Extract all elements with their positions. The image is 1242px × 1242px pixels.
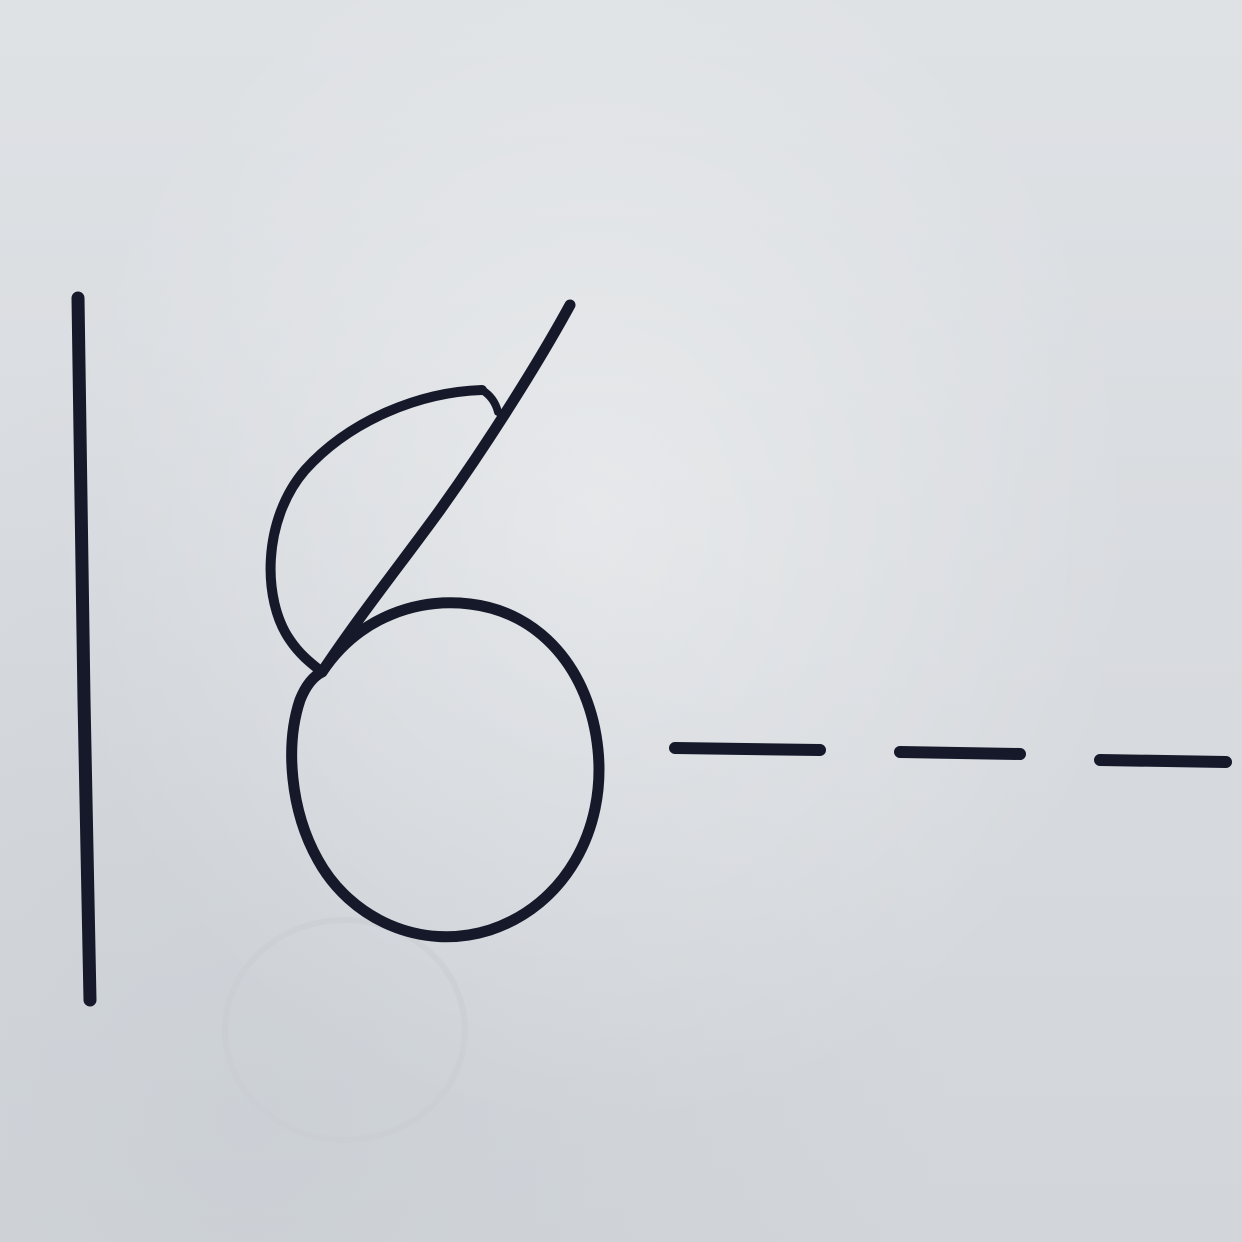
dash-three	[1100, 760, 1226, 762]
digit-six-hook	[271, 390, 482, 672]
digit-one-stroke	[78, 298, 90, 1000]
digit-six-bowl	[292, 603, 599, 937]
dash-one	[675, 748, 820, 750]
digit-six-hook-tip	[482, 390, 498, 412]
dash-two	[900, 752, 1020, 754]
paper-impression	[225, 920, 465, 1140]
digit-six-stem	[322, 305, 570, 672]
